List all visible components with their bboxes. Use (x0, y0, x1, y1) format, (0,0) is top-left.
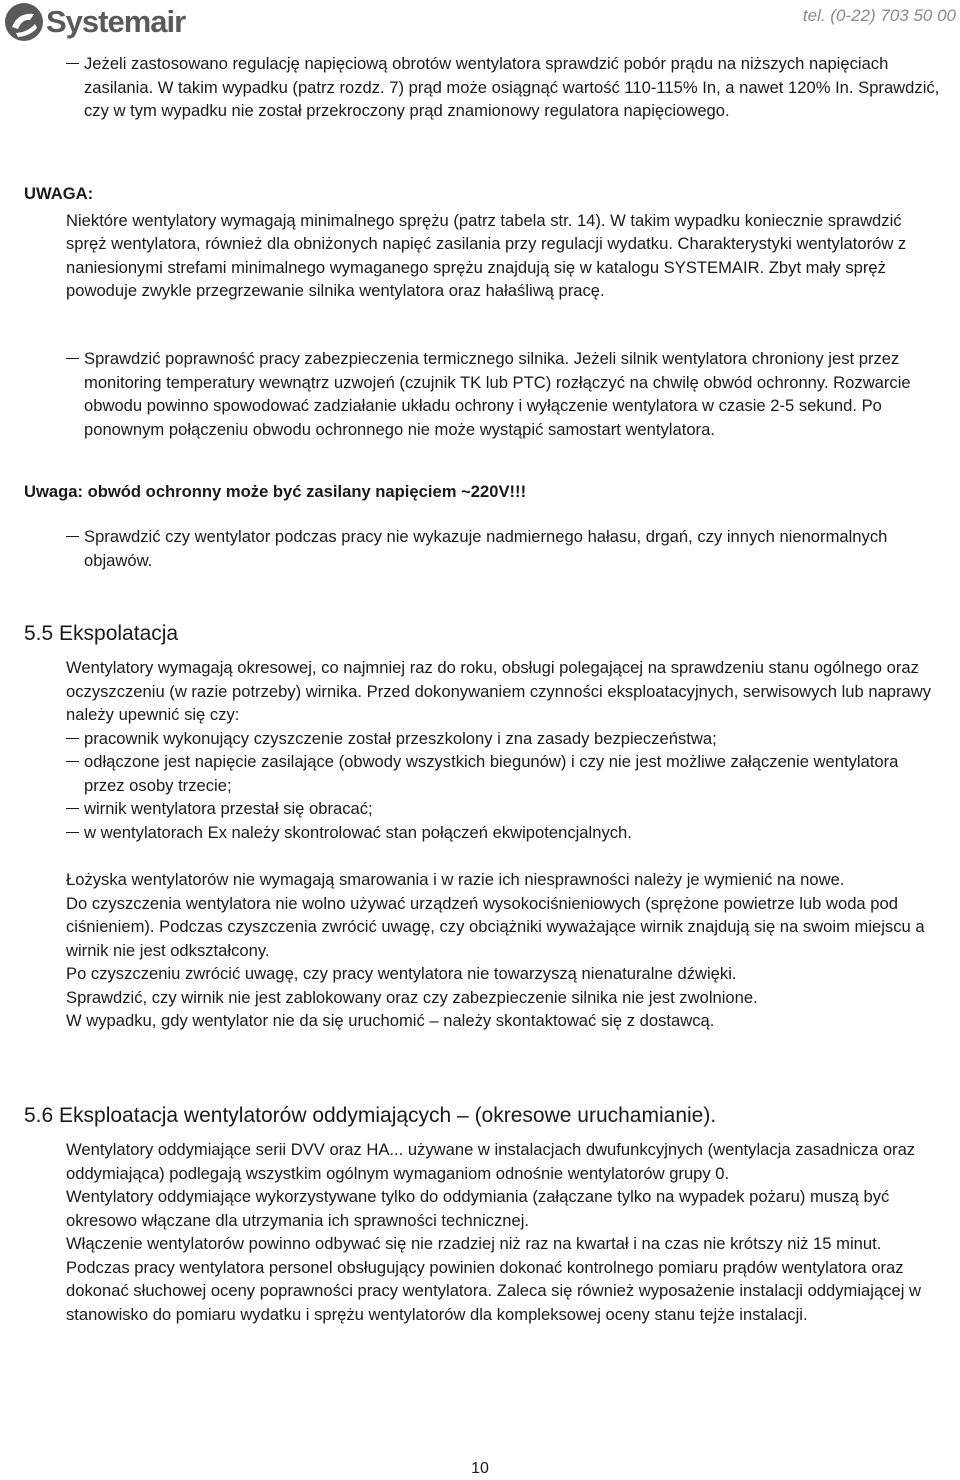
voltage-warning-text: Uwaga: obwód ochronny może być zasilany napięciem ~220V!!! (24, 482, 527, 501)
list-item (0, 797, 960, 821)
list-item-text: odłączone jest napięcie zasilające (obwody wszystkich biegunów) i czy nie jest możliwe załączenie wentylatora przez osoby trzecie; (84, 752, 899, 795)
list-item-text: Sprawdzić poprawność pracy zabezpieczenia termicznego silnika. Jeżeli silnik wentylatora chroniony jest przez monitoring temperatury wewnątrz uzwojeń (czujnik TK lub PTC) rozłączyć na chwilę obwód ochronny. Rozwarcie obwodu powinno spowodować zadziałanie układu ochrony i wyłączenie wentylatora w czasie 2-5 sekund. Po ponownym połączeniu obwodu ochronnego nie może wystąpić samostart wentylatora. (84, 349, 911, 439)
section-title: 5.6 Eksploatacja wentylatorów oddymiających – (okresowe uruchamianie). (24, 1104, 717, 1127)
list-item (0, 821, 960, 845)
voltage-warning (0, 480, 960, 504)
brand-logo (4, 2, 185, 42)
paragraph: Wentylatory oddymiające serii DVV oraz HA... używane w instalacjach dwufunkcyjnych (wentylacja zasadnicza oraz oddymiająca) podlegają wszystkim ogólnym wymaganiom odnośnie wentylatorów grupy 0. (66, 1140, 916, 1183)
page-header (0, 0, 960, 40)
section-5-6 (0, 1102, 960, 1326)
section-5-5 (0, 620, 960, 1033)
paragraph: Sprawdzić, czy wirnik nie jest zablokowany oraz czy zabezpieczenie silnika nie jest zwolnione. (66, 987, 758, 1007)
list-item-text: w wentylatorach Ex należy skontrolować stan połączeń ekwipotencjalnych. (84, 822, 632, 842)
section-title: 5.5 Ekspolatacja (24, 622, 179, 645)
list-item (0, 525, 960, 572)
list-item-text: wirnik wentylatora przestał się obracać; (84, 799, 373, 818)
paragraph: Włączenie wentylatorów powinno odbywać się nie rzadziej niż raz na kwartał i na czas nie krótszy niż 15 minut. Podczas pracy wentylatora personel obsługujący powinien dokonać kontrolnego pomiaru prądów wentylatora oraz dokonać słuchowej oceny poprawności pracy wentylatora. Zaleca się również wyposażenie instalacji oddymiającej w stanowisko do pomiaru wydatku i sprężu wentylatorów dla kompleksowej oceny stanu tejże instalacji. (66, 1234, 922, 1324)
paragraph: Wentylatory oddymiające wykorzystywane tylko do oddymiania (załączane tylko na wypadek pożaru) muszą być okresowo włączane dla utrzymania ich sprawności technicznej. (66, 1187, 890, 1230)
check-voltage-regulation (0, 52, 960, 123)
list-item-text: Jeżeli zastosowano regulację napięciową obrotów wentylatora sprawdzić pobór prądu na niższych napięciach zasilania. W takim wypadku (patrz rozdz. 7) prąd może osiągnąć wartość 110-115% In, a nawet 120% In. Sprawdzić, czy w tym wypadku nie został przekroczony prąd znamionowy regulatora napięciowego. (84, 54, 940, 120)
list-item (0, 750, 960, 797)
brand-name: Systemair (46, 4, 186, 39)
list-item-text: Sprawdzić czy wentylator podczas pracy nie wykazuje nadmiernego hałasu, drgań, czy innych nienormalnych objawów. (84, 527, 888, 570)
paragraph: W wypadku, gdy wentylator nie da się uruchomić – należy skontaktować się z dostawcą. (66, 1011, 715, 1030)
list-item-text: pracownik wykonujący czyszczenie został przeszkolony i zna zasady bezpieczeństwa; (84, 728, 717, 748)
paragraph: Łożyska wentylatorów nie wymagają smarowania i w razie ich niesprawności należy je wymienić na nowe. (66, 870, 845, 889)
list-item (0, 347, 960, 441)
check-noise (0, 525, 960, 572)
paragraph: Do czyszczenia wentylatora nie wolno używać urządzeń wysokociśnieniowych (sprężone powietrze lub woda pod ciśnieniem). Podczas czyszczenia zwrócić uwagę, czy obciążniki wyważające wirnik znajdują się na swoim miejscu a wirnik nie jest odkształcony. (66, 893, 925, 960)
header-phone: tel. (0-22) 703 50 00 (802, 6, 956, 25)
check-thermal-protection (0, 347, 960, 441)
section-intro: Wentylatory wymagają okresowej, co najmniej raz do roku, obsługi polegającej na sprawdzeniu stanu ogólnego oraz oczyszczeniu (w razie potrzeby) wirnika. Przed dokonywaniem czynności eksploatacyjnych, serwisowych lub naprawy należy upewnić się czy: (66, 658, 932, 724)
warning-label: UWAGA: (24, 184, 94, 203)
warning-block (0, 182, 960, 303)
page-number: 10 (471, 1460, 489, 1477)
paragraph: Po czyszczeniu zwrócić uwagę, czy pracy wentylatora nie towarzyszą nienaturalne dźwięki. (66, 964, 737, 983)
warning-text: Niektóre wentylatory wymagają minimalnego sprężu (patrz tabela str. 14). W takim wypadku koniecznie sprawdzić spręż wentylatora, również dla obniżonych napięć zasilania przy regulacji wydatku. Charakterystyki wentylatorów z naniesionymi strefami minimalnego wymaganego sprężu znajdują się w katalogu SYSTEMAIR. Zbyt mały spręż powoduje zwykle przegrzewanie silnika wentylatora oraz hałaśliwą pracę. (66, 210, 907, 300)
systemair-logo-icon (4, 2, 44, 42)
list-item (0, 727, 960, 751)
list-item (0, 52, 960, 123)
